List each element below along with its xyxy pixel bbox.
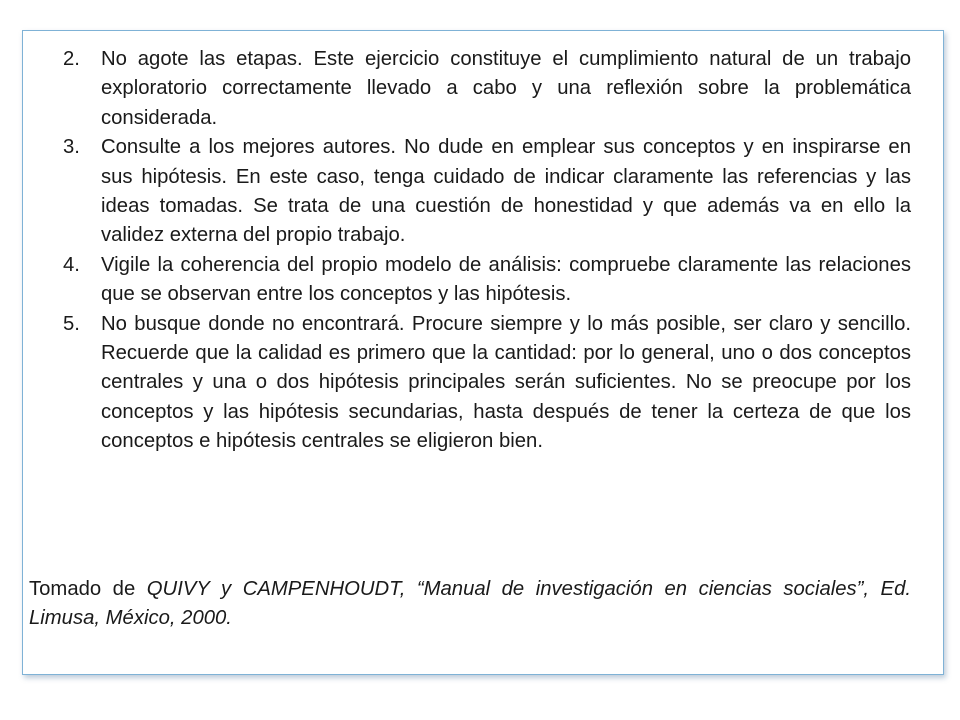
list-item-number: 5. [63, 312, 80, 335]
list-item [29, 251, 911, 310]
slide-content [29, 45, 911, 457]
list-item [29, 310, 911, 457]
list-item [29, 45, 911, 133]
source-reference: QUIVY y CAMPENHOUDT, “Manual de investigación en ciencias sociales”, Ed. Limusa, México, 2000. [29, 578, 912, 630]
list-item-number: 2. [63, 48, 80, 70]
source-prefix: Tomado de [29, 578, 147, 600]
list-item-text: Consulte a los mejores autores. No dude en emplear sus conceptos y en inspirarse en sus hipótesis. En este caso, tenga cuidado de indicar claramente las referencias y las ideas tomadas. Se trata de una cuestión de honestidad y que además va en ello la validez externa del propio trabajo. [101, 136, 911, 247]
list-item-text: No agote las etapas. Este ejercicio constituye el cumplimiento natural de un trabajo exploratorio correctamente llevado a cabo y una reflexión sobre la problemática considerada. [101, 48, 911, 129]
slide-frame [22, 30, 944, 675]
list-item [29, 133, 911, 251]
list-item-text: No busque donde no encontrará. Procure siempre y lo más posible, ser claro y sencillo. Recuerde que la calidad es primero que la cantidad: por lo general, uno o dos conceptos centrales y una o dos hipótesis principales serán suficientes. No se preocupe por los conceptos y las hipótesis secundarias, hasta después de tener la certeza de que los conceptos e hipótesis centrales se eligieron bien. [101, 312, 911, 453]
recommendations-list [29, 45, 911, 457]
list-item-number: 4. [63, 253, 80, 276]
source-citation [29, 575, 911, 634]
list-item-number: 3. [63, 136, 80, 159]
list-item-text: Vigile la coherencia del propio modelo de análisis: compruebe claramente las relaciones que se observan entre los conceptos y las hipótesis. [101, 253, 911, 306]
